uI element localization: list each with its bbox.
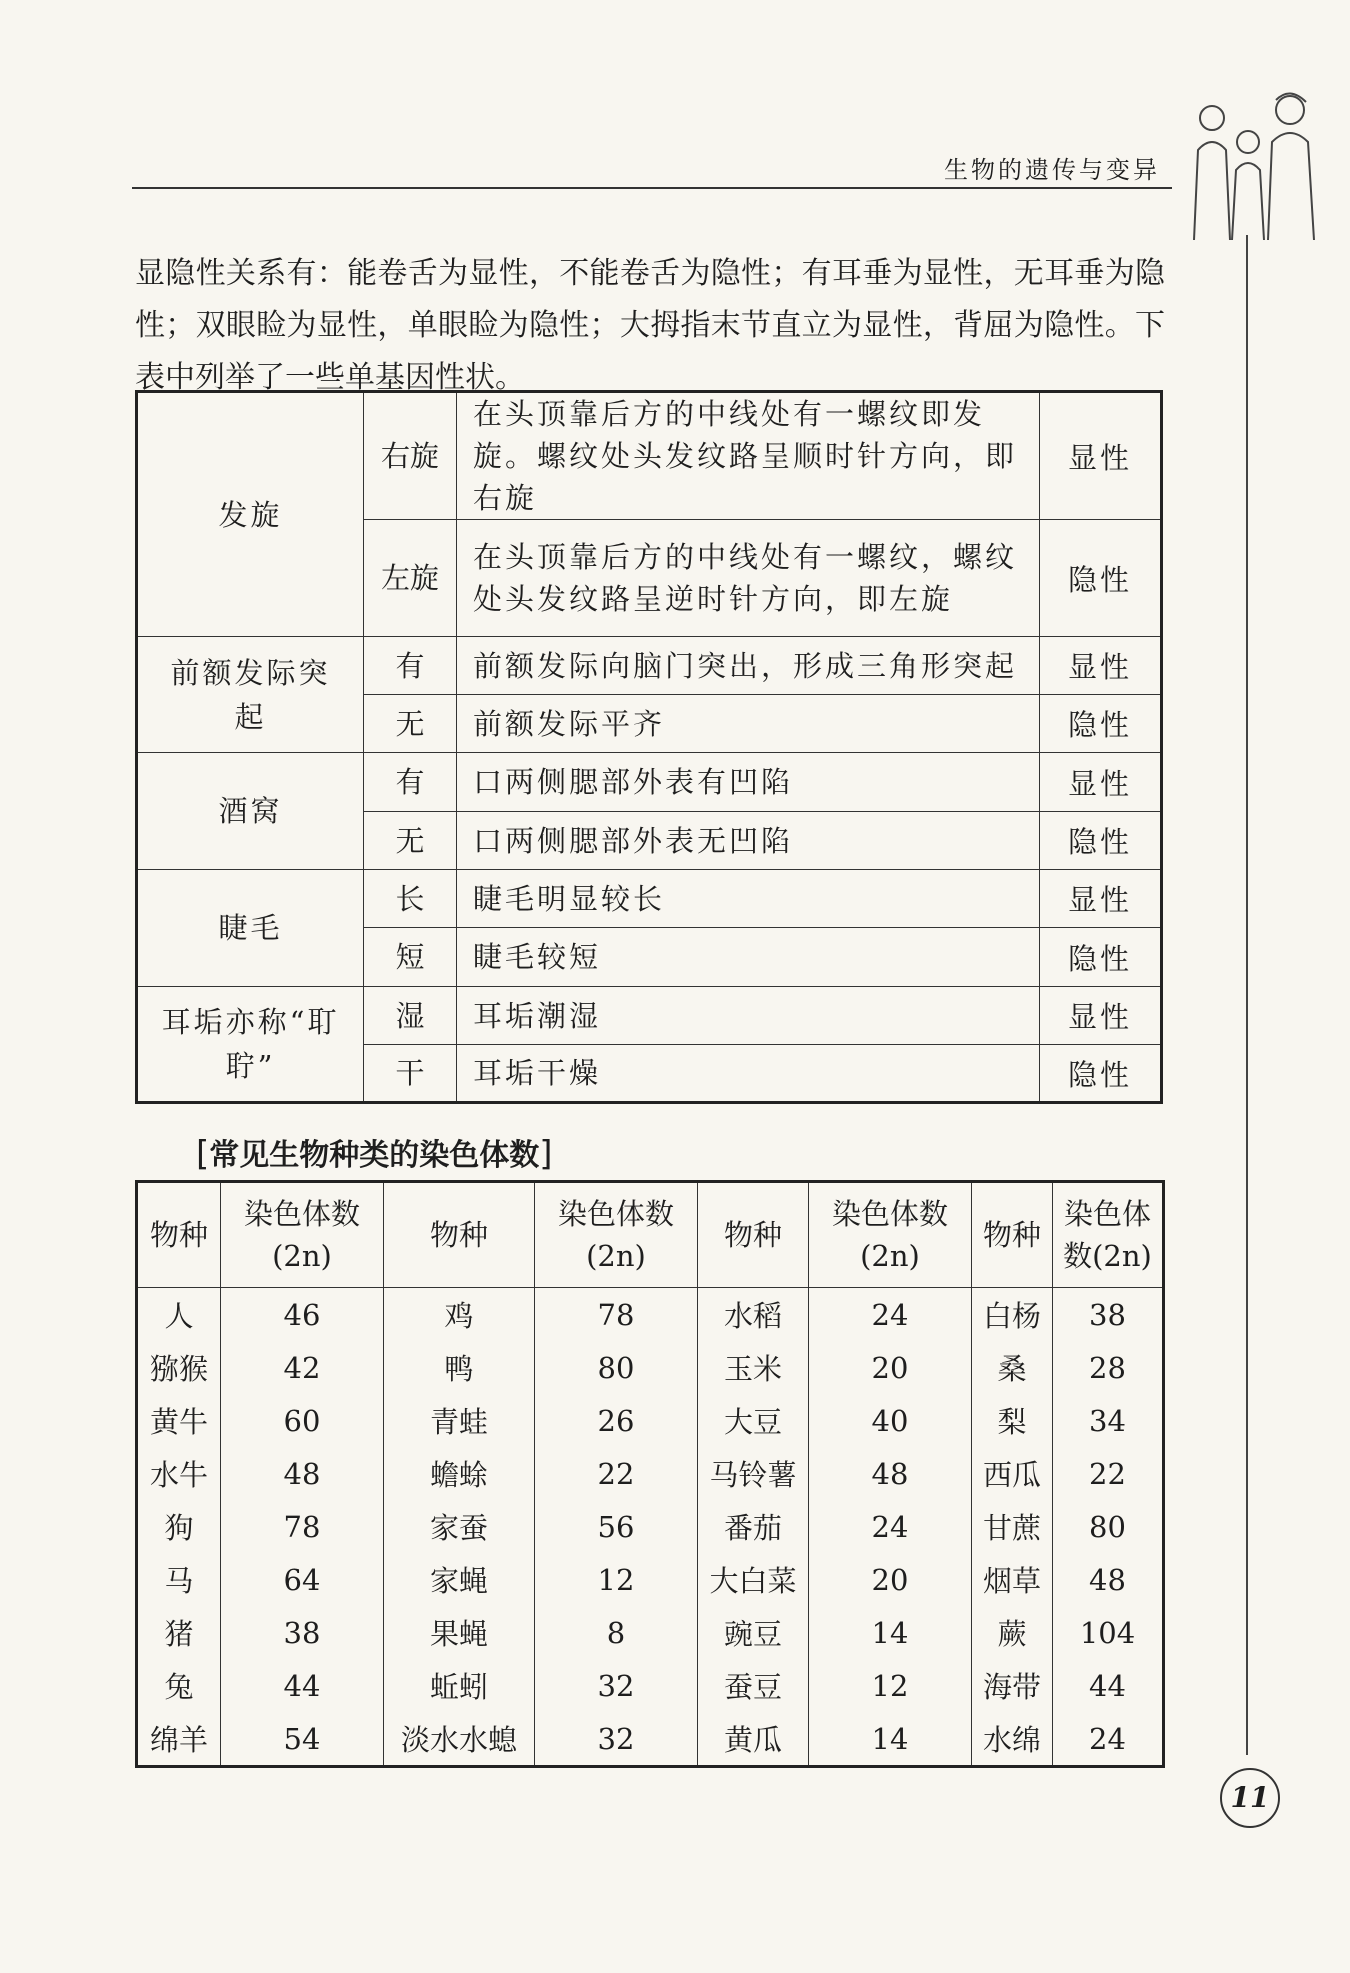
species-cell: 水稻: [698, 1288, 809, 1342]
running-header-title: 生物的遗传与变异: [944, 156, 1160, 184]
trait-name: 耳垢亦称“耵聍”: [137, 987, 364, 1103]
table-row: [137, 1341, 1164, 1394]
species-cell: 蟾蜍: [384, 1447, 535, 1500]
count-cell: 32: [535, 1659, 698, 1712]
variant-label: 有: [364, 637, 457, 695]
species-cell: 番茄: [698, 1500, 809, 1553]
count-cell: 8: [535, 1606, 698, 1659]
count-cell: 26: [535, 1394, 698, 1447]
species-cell: 水牛: [137, 1447, 221, 1500]
species-cell: 蚯蚓: [384, 1659, 535, 1712]
species-cell: 人: [137, 1288, 221, 1342]
count-cell: 48: [809, 1447, 972, 1500]
trait-table: [135, 390, 1163, 1104]
species-cell: 黄瓜: [698, 1712, 809, 1767]
variant-label: 干: [364, 1045, 457, 1103]
count-cell: 42: [221, 1341, 384, 1394]
dominance-label: 显性: [1040, 392, 1162, 520]
variant-label: 有: [364, 753, 457, 812]
count-cell: 14: [809, 1606, 972, 1659]
species-cell: 青蛙: [384, 1394, 535, 1447]
variant-label: 右旋: [364, 392, 457, 520]
table-row: [137, 1500, 1164, 1553]
species-cell: 海带: [972, 1659, 1053, 1712]
count-cell: 54: [221, 1712, 384, 1767]
species-cell: 桑: [972, 1341, 1053, 1394]
species-cell: 狗: [137, 1500, 221, 1553]
count-cell: 78: [535, 1288, 698, 1342]
species-cell: 黄牛: [137, 1394, 221, 1447]
species-cell: 鸭: [384, 1341, 535, 1394]
trait-name: 睫毛: [137, 870, 364, 987]
variant-description: 睫毛较短: [457, 928, 1040, 987]
count-cell: 44: [221, 1659, 384, 1712]
table-row: [137, 1659, 1164, 1712]
count-cell: 104: [1053, 1606, 1164, 1659]
dominance-label: 隐性: [1040, 812, 1162, 870]
header-rule: [132, 187, 1172, 189]
count-cell: 38: [1053, 1288, 1164, 1342]
species-cell: 甘蔗: [972, 1500, 1053, 1553]
species-cell: 玉米: [698, 1341, 809, 1394]
count-cell: 64: [221, 1553, 384, 1606]
count-cell: 38: [221, 1606, 384, 1659]
dominance-label: 显性: [1040, 753, 1162, 812]
count-cell: 80: [1053, 1500, 1164, 1553]
species-cell: 家蚕: [384, 1500, 535, 1553]
table-row: [137, 1447, 1164, 1500]
species-cell: 兔: [137, 1659, 221, 1712]
count-cell: 22: [535, 1447, 698, 1500]
species-cell: 猕猴: [137, 1341, 221, 1394]
count-cell: 60: [221, 1394, 384, 1447]
variant-label: 无: [364, 695, 457, 753]
section-title: [常见生物种类的染色体数]: [196, 1134, 553, 1174]
column-header-count: 染色体数(2n): [1053, 1182, 1164, 1288]
variant-description: 耳垢潮湿: [457, 987, 1040, 1045]
species-cell: 马: [137, 1553, 221, 1606]
variant-description: 口两侧腮部外表有凹陷: [457, 753, 1040, 812]
species-cell: 烟草: [972, 1553, 1053, 1606]
species-cell: 大白菜: [698, 1553, 809, 1606]
dominance-label: 显性: [1040, 637, 1162, 695]
species-cell: 水绵: [972, 1712, 1053, 1767]
variant-description: 睫毛明显较长: [457, 870, 1040, 928]
table-row: [137, 870, 1162, 928]
count-cell: 12: [535, 1553, 698, 1606]
count-cell: 12: [809, 1659, 972, 1712]
variant-description: 前额发际平齐: [457, 695, 1040, 753]
variant-description: 前额发际向脑门突出，形成三角形突起: [457, 637, 1040, 695]
trait-name: 发旋: [137, 392, 364, 637]
column-header-count: 染色体数(2n): [221, 1182, 384, 1288]
dominance-label: 隐性: [1040, 928, 1162, 987]
table-row: [137, 1553, 1164, 1606]
species-cell: 白杨: [972, 1288, 1053, 1342]
species-cell: 马铃薯: [698, 1447, 809, 1500]
section-title-text: 常见生物种类的染色体数: [209, 1138, 540, 1173]
count-cell: 56: [535, 1500, 698, 1553]
column-header-species: 物种: [972, 1182, 1053, 1288]
count-cell: 48: [221, 1447, 384, 1500]
count-cell: 44: [1053, 1659, 1164, 1712]
species-cell: 果蝇: [384, 1606, 535, 1659]
count-cell: 24: [809, 1288, 972, 1342]
species-cell: 猪: [137, 1606, 221, 1659]
count-cell: 24: [1053, 1712, 1164, 1767]
variant-description: 耳垢干燥: [457, 1045, 1040, 1103]
column-header-species: 物种: [698, 1182, 809, 1288]
intro-paragraph: 显隐性关系有：能卷舌为显性，不能卷舌为隐性；有耳垂为显性，无耳垂为隐性；双眼睑为显性，单眼睑为隐性；大拇指末节直立为显性，背屈为隐性。下表中列举了一些单基因性状。: [135, 256, 1165, 395]
trait-name: 前额发际突起: [137, 637, 364, 753]
table-row: [137, 637, 1162, 695]
variant-description: 在头顶靠后方的中线处有一螺纹，螺纹处头发纹路呈逆时针方向，即左旋: [457, 520, 1040, 637]
table-row: [137, 1288, 1164, 1342]
count-cell: 20: [809, 1341, 972, 1394]
dominance-label: 显性: [1040, 870, 1162, 928]
chromosome-table: [135, 1180, 1165, 1768]
count-cell: 32: [535, 1712, 698, 1767]
count-cell: 34: [1053, 1394, 1164, 1447]
species-cell: 西瓜: [972, 1447, 1053, 1500]
chromosome-table-body: [137, 1288, 1164, 1767]
margin-rule: [1246, 235, 1248, 1755]
species-cell: 梨: [972, 1394, 1053, 1447]
count-cell: 40: [809, 1394, 972, 1447]
variant-label: 左旋: [364, 520, 457, 637]
variant-label: 无: [364, 812, 457, 870]
count-cell: 80: [535, 1341, 698, 1394]
table-row: [137, 1712, 1164, 1767]
column-header-species: 物种: [384, 1182, 535, 1288]
count-cell: 14: [809, 1712, 972, 1767]
species-cell: 蕨: [972, 1606, 1053, 1659]
count-cell: 24: [809, 1500, 972, 1553]
species-cell: 鸡: [384, 1288, 535, 1342]
species-cell: 豌豆: [698, 1606, 809, 1659]
species-cell: 大豆: [698, 1394, 809, 1447]
dominance-label: 显性: [1040, 987, 1162, 1045]
count-cell: 22: [1053, 1447, 1164, 1500]
variant-description: 在头顶靠后方的中线处有一螺纹即发旋。螺纹处头发纹路呈顺时针方向，即右旋: [457, 392, 1040, 520]
people-illustration: [1180, 90, 1330, 240]
species-cell: 蚕豆: [698, 1659, 809, 1712]
count-cell: 28: [1053, 1341, 1164, 1394]
count-cell: 46: [221, 1288, 384, 1342]
dominance-label: 隐性: [1040, 520, 1162, 637]
dominance-label: 隐性: [1040, 695, 1162, 753]
table-row: [137, 753, 1162, 812]
table-row: [137, 1606, 1164, 1659]
column-header-count: 染色体数(2n): [809, 1182, 972, 1288]
table-row: [137, 392, 1162, 520]
species-cell: 绵羊: [137, 1712, 221, 1767]
count-cell: 48: [1053, 1553, 1164, 1606]
page-number: 11: [1220, 1768, 1280, 1828]
variant-description: 口两侧腮部外表无凹陷: [457, 812, 1040, 870]
table-row: [137, 1394, 1164, 1447]
variant-label: 湿: [364, 987, 457, 1045]
count-cell: 78: [221, 1500, 384, 1553]
variant-label: 长: [364, 870, 457, 928]
variant-label: 短: [364, 928, 457, 987]
table-header-row: [137, 1182, 1164, 1288]
species-cell: 淡水水螅: [384, 1712, 535, 1767]
trait-name: 酒窝: [137, 753, 364, 870]
species-cell: 家蝇: [384, 1553, 535, 1606]
table-row: [137, 987, 1162, 1045]
column-header-count: 染色体数(2n): [535, 1182, 698, 1288]
count-cell: 20: [809, 1553, 972, 1606]
dominance-label: 隐性: [1040, 1045, 1162, 1103]
column-header-species: 物种: [137, 1182, 221, 1288]
